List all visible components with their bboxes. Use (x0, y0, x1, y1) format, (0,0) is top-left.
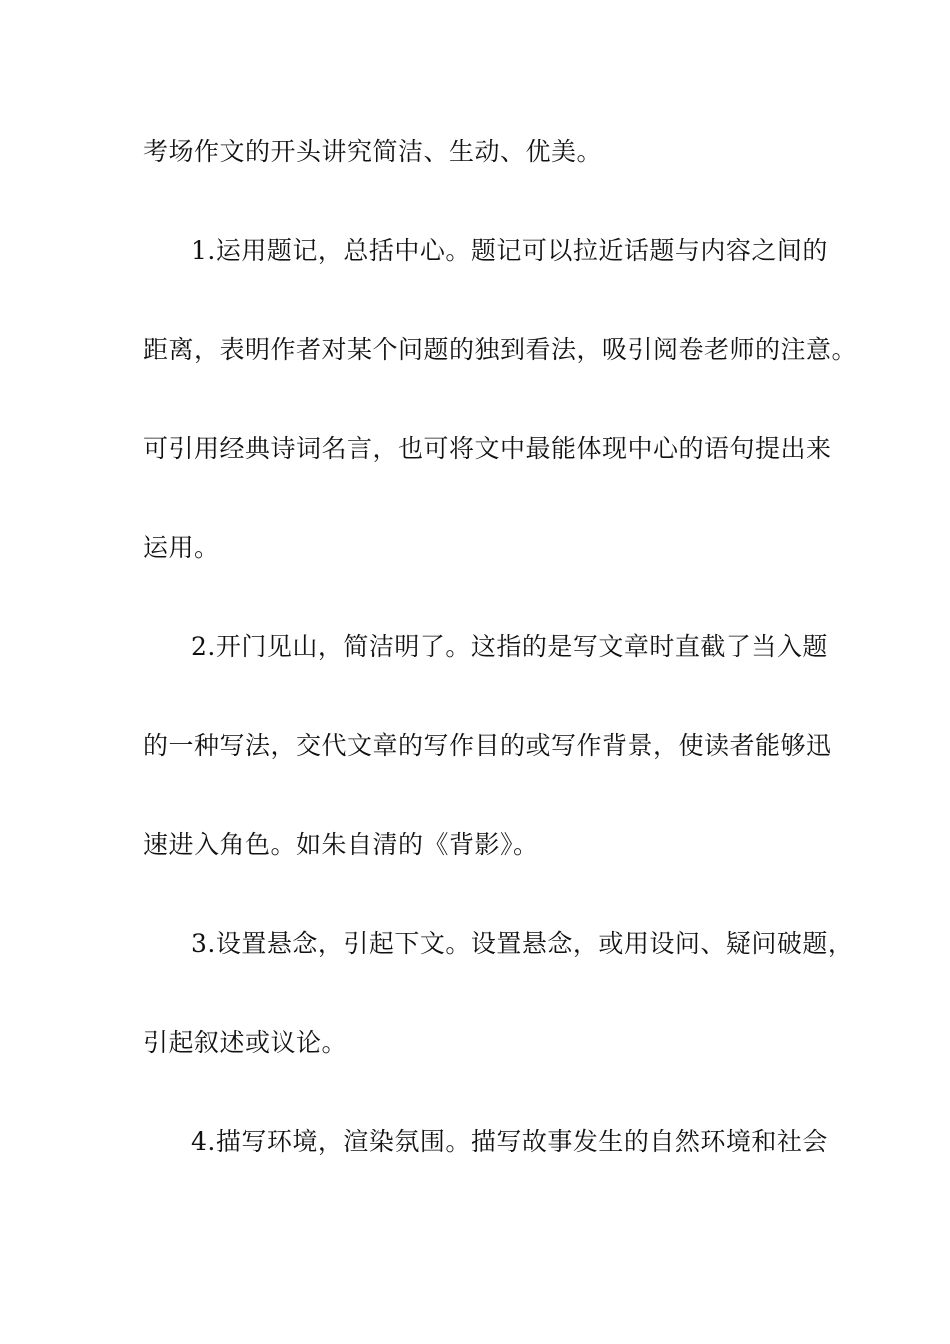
point-2-line-3: 速进入角色。如朱自清的《背影》。 (143, 830, 539, 859)
point-1-line-1: 1.运用题记，总括中心。题记可以拉近话题与内容之间的 (191, 236, 828, 265)
point-4-line-1: 4.描写环境，渲染氛围。描写故事发生的自然环境和社会 (191, 1127, 828, 1156)
point-2-line-2: 的一种写法，交代文章的写作目的或写作背景，使读者能够迅 (143, 731, 832, 760)
intro-line: 考场作文的开头讲究简洁、生动、优美。 (143, 137, 603, 166)
point-1-line-4: 运用。 (143, 533, 220, 562)
point-3-line-2: 引起叙述或议论。 (143, 1028, 348, 1057)
point-1-line-2: 距离，表明作者对某个问题的独到看法，吸引阅卷老师的注意。 (143, 335, 858, 364)
point-3-line-1: 3.设置悬念，引起下文。设置悬念，或用设问、疑问破题， (191, 929, 854, 958)
point-2-line-1: 2.开门见山，简洁明了。这指的是写文章时直截了当入题 (191, 632, 828, 661)
point-1-line-3: 可引用经典诗词名言，也可将文中最能体现中心的语句提出来 (143, 434, 832, 463)
